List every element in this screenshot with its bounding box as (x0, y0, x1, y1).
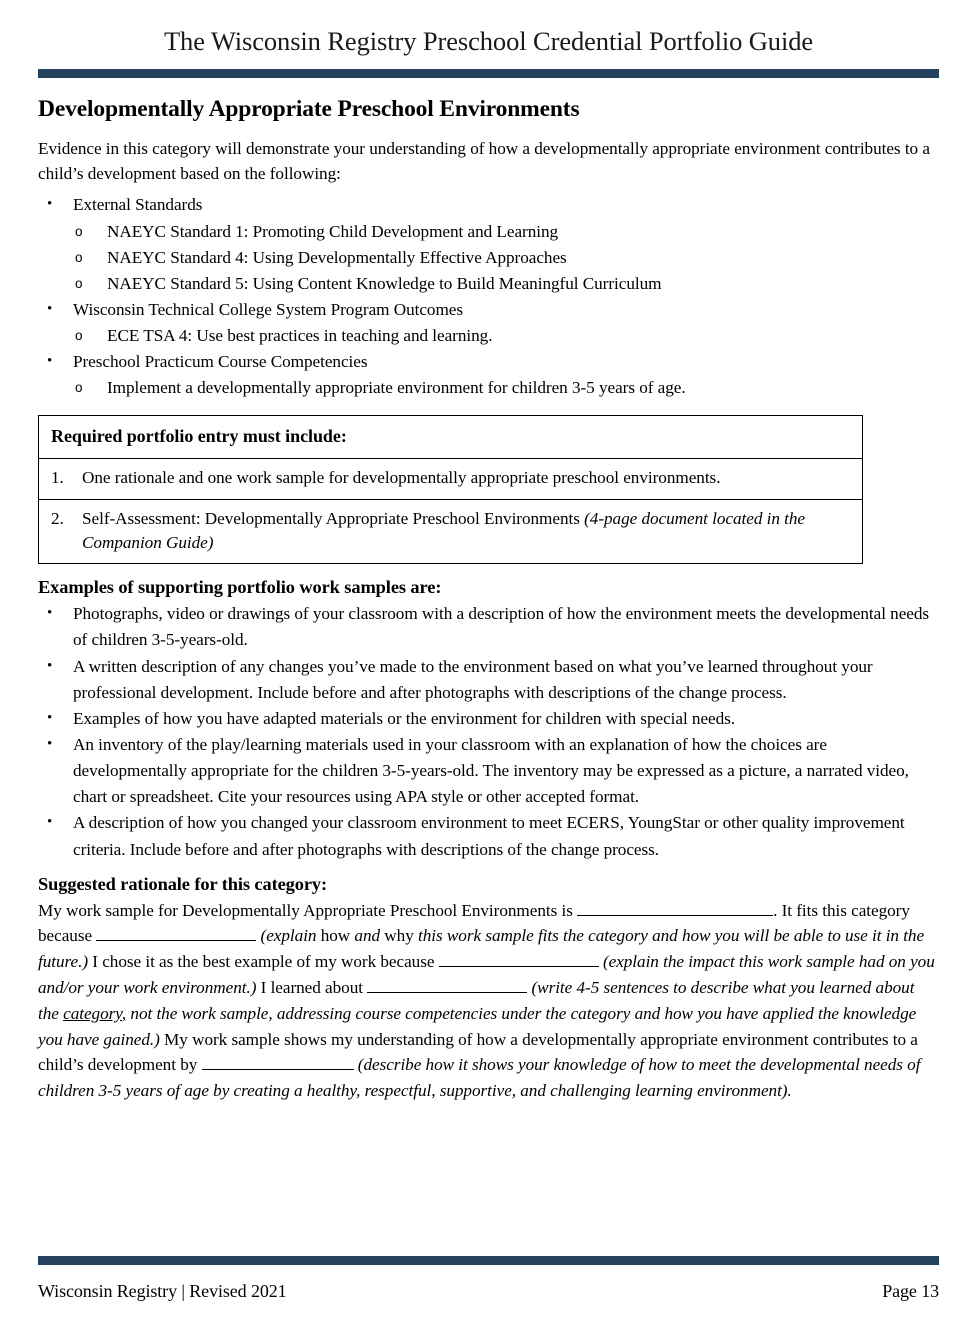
blank-line (96, 940, 256, 941)
list-item-label: Examples of how you have adapted materials or the environment for children with special needs. (73, 708, 736, 728)
table-cell (39, 499, 863, 564)
sub-list-item (73, 271, 939, 297)
rationale-text: how (316, 926, 355, 946)
circle-bullet-icon: o (75, 328, 83, 344)
sub-list-item-label: NAEYC Standard 1: Promoting Child Development and Learning (107, 221, 559, 241)
bullet-icon: • (47, 196, 53, 213)
list-item-label: External Standards (73, 195, 203, 215)
document-footer (38, 1256, 939, 1302)
rationale-italic: (explain the impact this work sample had on you and/or your work environment.) (38, 952, 935, 998)
rationale-text: I chose it as the best example of my work because (88, 952, 439, 972)
sub-list-item-label: ECE TSA 4: Use best practices in teaching and learning. (107, 326, 493, 346)
sub-list-item-label: NAEYC Standard 4: Using Developmentally Effective Approaches (107, 247, 567, 267)
sub-list (73, 323, 939, 349)
rationale-text: I learned about (256, 978, 368, 998)
table-cell-text-italic: (4-page document located in the Companion Guide) (82, 508, 805, 552)
sub-list-item-label: Implement a developmentally appropriate environment for children 3-5 years of age. (107, 378, 686, 398)
table-row (39, 459, 863, 499)
page-title: Developmentally Appropriate Preschool Environments (38, 95, 580, 122)
list-item (38, 601, 939, 653)
document-header (38, 0, 939, 78)
rationale-heading: Suggested rationale for this category: (38, 873, 328, 894)
bullet-icon: • (47, 605, 53, 622)
document-content (38, 78, 939, 1104)
required-entry-table (38, 415, 863, 565)
sub-list (73, 375, 939, 401)
list-item (38, 810, 939, 862)
sub-list-item (73, 219, 939, 245)
blank-line (439, 966, 599, 967)
circle-bullet-icon: o (75, 249, 83, 265)
rationale-text: My work sample for Developmentally Appropriate Preschool Environments is (38, 900, 578, 920)
list-item-label: An inventory of the play/learning materials used in your classroom with an explanation of how the choices are developmentally appropriate for the children 3-5-years-old. The inventory may be expressed as a picture, a narrated video, chart or spreadsheet. Cite your resources using APA style or other accepted format. (73, 735, 909, 807)
rationale-italic: (describe how it shows your knowledge of how to meet the developmental needs of children 3-5 years of age by creating a healthy, respectful, supportive, and challenging learning environment). (38, 1055, 921, 1101)
examples-heading: Examples of supporting portfolio work samples are: (38, 577, 442, 598)
table-cell-text: One rationale and one work sample for developmentally appropriate preschool environments. (82, 468, 721, 488)
list-item (38, 297, 939, 349)
sub-list-item (73, 375, 939, 401)
list-item-label: A description of how you changed your classroom environment to meet ECERS, YoungStar or other quality improvement criteria. Include before and after photographs with descriptions of the change process. (73, 813, 905, 859)
bullet-icon: • (47, 657, 53, 674)
list-item-label: A written description of any changes you’ve made to the environment based on what you’ve learned throughout your professional development. Include before and after photographs with descriptions of the change process. (73, 656, 873, 702)
rationale-italic: (write 4-5 sentences to describe what you learned about the (38, 978, 915, 1023)
bullet-icon: • (47, 353, 53, 370)
table-cell (39, 459, 863, 499)
bullet-icon: • (47, 709, 53, 726)
table-row (39, 415, 863, 459)
list-item (38, 192, 939, 297)
footer-row (38, 1281, 939, 1302)
sub-list-item (73, 245, 939, 271)
bullet-icon: • (47, 814, 53, 831)
sub-list-item (73, 323, 939, 349)
rationale-text: why (380, 926, 419, 946)
list-item (38, 654, 939, 706)
bullet-icon: • (47, 301, 53, 318)
list-item-label: Wisconsin Technical College System Program Outcomes (73, 300, 464, 320)
circle-bullet-icon: o (75, 380, 83, 396)
list-item (38, 349, 939, 401)
rationale-underlined-word: category (63, 1003, 122, 1023)
list-number: 1. (51, 468, 64, 488)
rationale-text: My work sample shows my understanding of how a developmentally appropriate environment contributes to a child’s development by (38, 1029, 918, 1075)
footer-left-text: Wisconsin Registry | Revised 2021 (38, 1281, 287, 1301)
standards-list (38, 192, 939, 401)
sub-list (73, 219, 939, 297)
blank-line (367, 992, 527, 993)
rationale-italic: and (354, 926, 381, 946)
circle-bullet-icon: o (75, 223, 83, 239)
list-item (38, 706, 939, 732)
rationale-paragraph (38, 898, 939, 1104)
footer-rule-bar (38, 1256, 939, 1265)
header-title: The Wisconsin Registry Preschool Credential Portfolio Guide (163, 26, 814, 56)
list-number: 2. (51, 508, 64, 528)
list-item-label: Preschool Practicum Course Competencies (73, 352, 368, 372)
table-cell-text: Self-Assessment: Developmentally Appropriate Preschool Environments (82, 508, 585, 528)
bullet-icon: • (47, 736, 53, 753)
table-row (39, 499, 863, 564)
header-rule-bar (38, 69, 939, 78)
examples-list (38, 601, 939, 862)
list-item (38, 732, 939, 810)
rationale-text: . It fits this category because (38, 900, 910, 946)
circle-bullet-icon: o (75, 275, 83, 291)
rationale-italic: (explain (260, 926, 317, 946)
footer-page-number: Page 13 (882, 1281, 939, 1301)
blank-line (202, 1069, 354, 1070)
sub-list-item-label: NAEYC Standard 5: Using Content Knowledge to Build Meaningful Curriculum (107, 273, 662, 293)
blank-line (577, 915, 773, 916)
intro-paragraph: Evidence in this category will demonstrate your understanding of how a developmentally appropriate environment contributes to a child’s development based on the following: (38, 138, 930, 183)
list-item-label: Photographs, video or drawings of your classroom with a description of how the environment meets the developmental needs of children 3-5-years-old. (73, 604, 930, 650)
table-header-cell: Required portfolio entry must include: (39, 415, 863, 459)
rationale-italic: this work sample fits the category and how you will be able to use it in the future.) (38, 926, 925, 972)
rationale-italic: , not the work sample, addressing course competencies under the category and how you have applied the knowledge you have gained.) (38, 1003, 917, 1049)
